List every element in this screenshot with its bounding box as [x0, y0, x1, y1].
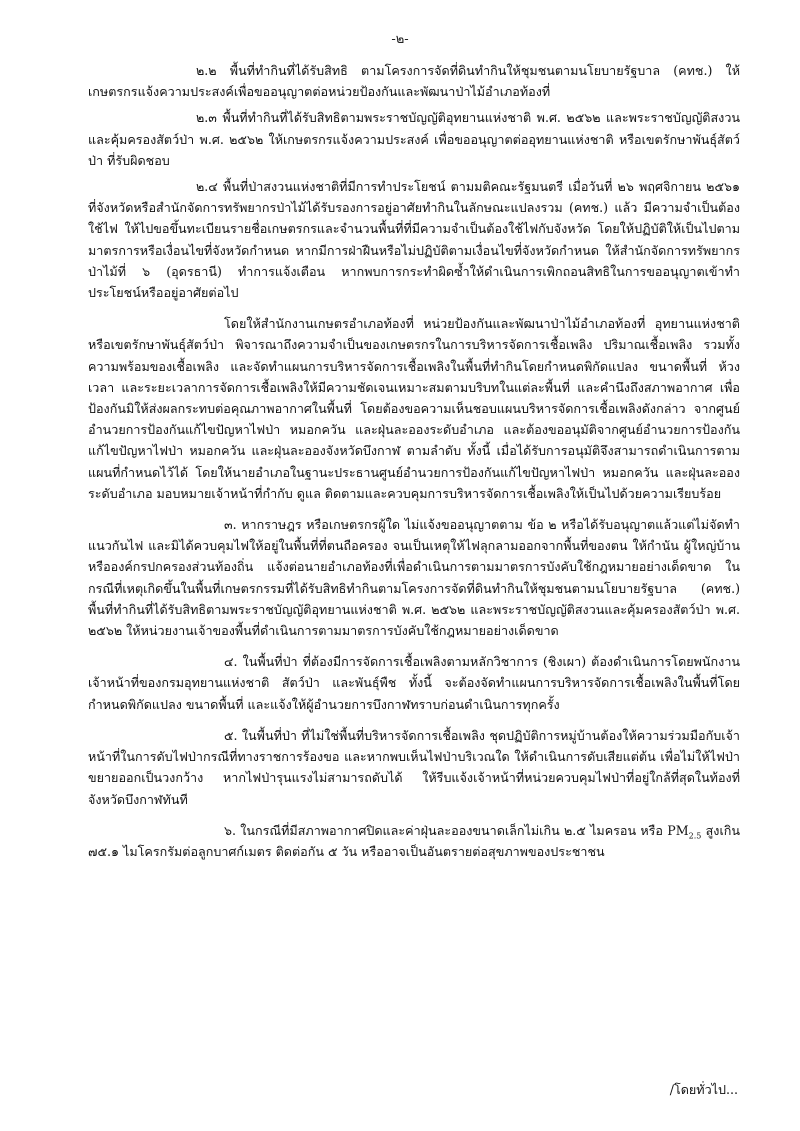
continuation-marker: /โดยทั่วไป... — [669, 1082, 738, 1097]
paragraph-2-4: ๒.๔ พื้นที่ป่าสงวนแห่งชาติที่มีการทำประโยชน์ ตามมติคณะรัฐมนตรี เมื่อวันที่ ๒๖ พฤศจิกายน ๒๕๖๑ ที่จังหวัดหรือสำนักจัดการทรัพยากรป่าไม้ได้รับรองการอยู่อาศัยทำกินในลักษณะแปลงรวม (คทช.) แล้ว มีความจำเป็นต้องใช้ไฟ ให้ไปขอขึ้นทะเบียนรายชื่อเกษตรกรและจำนวนพื้นที่ที่มีความจำเป็นต้องใช้ไฟกับจังหวัด โดยให้ปฏิบัติให้เป็นไปตามมาตรการหรือเงื่อนไขที่จังหวัดกำหนด หากมีการฝ่าฝืนหรือไม่ปฏิบัติตามเงื่อนไขที่จังหวัดกำหนด ให้สำนักจัดการทรัพยากรป่าไม้ที่ ๖ (อุดรธานี) ทำการแจ้งเตือน หากพบการกระทำผิดซ้ำให้ดำเนินการเพิกถอนสิทธิในการขออนุญาตเข้าทำประโยชน์หรืออยู่อาศัยต่อไป — [88, 179, 740, 301]
paragraph-agency-instruction: โดยให้สำนักงานเกษตรอำเภอท้องที่ หน่วยป้องกันและพัฒนาป่าไม้อำเภอท้องที่ อุทยานแห่งชาติ หรือเขตรักษาพันธุ์สัตว์ป่า พิจารณาถึงความจำเป็นของเกษตรกรในการบริหารจัดการเชื้อเพลิง ปริมาณเชื้อเพลิง รวมทั้งความพร้อมของเชื้อเพลิง และจัดทำแผนการบริหารจัดการเชื้อเพลิงในพื้นที่ทำกินโดยกำหนดพิกัดแปลง ขนาดพื้นที่ ห้วงเวลา และระยะเวลาการจัดการเชื้อเพลิงให้มีความชัดเจนเหมาะสมตามบริบทในแต่ละพื้นที่ และคำนึงถึงสภาพอากาศ เพื่อป้องกันมิให้ส่งผลกระทบต่อคุณภาพอากาศในพื้นที่ โดยต้องขอความเห็นชอบแผนบริหารจัดการเชื้อเพลิงดังกล่าว จากศูนย์อำนวยการป้องกันแก้ไขปัญหาไฟป่า หมอกควัน และฝุ่นละอองระดับอำเภอ และต้องขออนุมัติจากศูนย์อำนวยการป้องกันแก้ไขปัญหาไฟป่า หมอกควัน และฝุ่นละอองจังหวัดบึงกาฬ ตามลำดับ ทั้งนี้ เมื่อได้รับการอนุมัติจึงสามารถดำเนินการตามแผนที่กำหนดไว้ได้ โดยให้นายอำเภอในฐานะประธานศูนย์อำนวยการป้องกันแก้ไขปัญหาไฟป่า หมอกควัน และฝุ่นละอองระดับอำเภอ มอบหมายเจ้าหน้าที่กำกับ ดูแล ติดตามและควบคุมการบริหารจัดการเชื้อเพลิงให้เป็นไปด้วยความเรียบร้อย — [88, 316, 740, 501]
paragraph-2-3: ๒.๓ พื้นที่ทำกินที่ได้รับสิทธิตามพระราชบัญญัติอุทยานแห่งชาติ พ.ศ. ๒๕๖๒ และพระราชบัญญัติสงวนและคุ้มครองสัตว์ป่า พ.ศ. ๒๕๖๒ ให้เกษตรกรแจ้งความประสงค์ เพื่อขออนุญาตต่ออุทยานแห่งชาติ หรือเขตรักษาพันธุ์สัตว์ป่า ที่รับผิดชอบ — [88, 110, 740, 168]
pm-subscript: 2.5 — [688, 831, 702, 841]
paragraph-6-text-before: ๖. ในกรณีที่มีสภาพอากาศปิดและค่าฝุ่นละอองขนาดเล็กไม่เกิน ๒.๕ ไมครอน หรือ PM — [224, 822, 689, 838]
paragraph-6 — [88, 820, 740, 862]
paragraph-6-text-after: สูงเกิน ๗๕.๑ ไมโครกรัมต่อลูกบาศก์เมตร ติดต่อกัน ๕ วัน หรืออาจเป็นอันตรายต่อสุขภาพของประชาชน — [88, 822, 740, 859]
paragraph-3: ๓. หากราษฎร หรือเกษตรกรผู้ใด ไม่แจ้งขออนุญาตตาม ข้อ ๒ หรือได้รับอนุญาตแล้วแต่ไม่จัดทำแนวกันไฟ และมิได้ควบคุมไฟให้อยู่ในพื้นที่ที่ตนถือครอง จนเป็นเหตุให้ไฟลุกลามออกจากพื้นที่ของตน ให้กำนัน ผู้ใหญ่บ้าน หรือองค์กรปกครองส่วนท้องถิ่น แจ้งต่อนายอำเภอท้องที่เพื่อดำเนินการตามมาตรการบังคับใช้กฎหมายอย่างเด็ดขาด ในกรณีที่เหตุเกิดขึ้นในพื้นที่เกษตรกรรมที่ได้รับสิทธิทำกินตามโครงการจัดที่ดินทำกินให้ชุมชนตามนโยบายรัฐบาล (คทช.) พื้นที่ทำกินที่ได้รับสิทธิตามพระราชบัญญัติอุทยานแห่งชาติ พ.ศ. ๒๕๖๒ และพระราชบัญญัติสงวนและคุ้มครองสัตว์ป่า พ.ศ. ๒๕๖๒ ให้หน่วยงานเจ้าของพื้นที่ดำเนินการตามมาตรการบังคับใช้กฎหมายอย่างเด็ดขาด — [88, 517, 740, 639]
paragraph-5: ๕. ในพื้นที่ป่า ที่ไม่ใช่พื้นที่บริหารจัดการเชื้อเพลิง ชุดปฏิบัติการหมู่บ้านต้องให้ความร่วมมือกับเจ้าหน้าที่ในการดับไฟป่ากรณีที่ทางราชการร้องขอ และหากพบเห็นไฟป่าบริเวณใด ให้ดำเนินการดับเสียแต่ต้น เพื่อไม่ให้ไฟป่าขยายออกเป็นวงกว้าง หากไฟป่ารุนแรงไม่สามารถดับได้ ให้รีบแจ้งเจ้าหน้าที่หน่วยควบคุมไฟป่าที่อยู่ใกล้ที่สุดในท้องที่จังหวัดบึงกาฬทันที — [88, 727, 740, 807]
document-body — [88, 60, 740, 867]
page-number: -๒- — [391, 32, 409, 47]
paragraph-2-2: ๒.๒ พื้นที่ทำกินที่ได้รับสิทธิ ตามโครงการจัดที่ดินทำกินให้ชุมชนตามนโยบายรัฐบาล (คทช.) ให้เกษตรกรแจ้งความประสงค์เพื่อขออนุญาตต่อหน่วยป้องกันและพัฒนาป่าไม้อำเภอท้องที่ — [88, 63, 740, 100]
paragraph-4: ๔. ในพื้นที่ป่า ที่ต้องมีการจัดการเชื้อเพลิงตามหลักวิชาการ (ชิงเผา) ต้องดำเนินการโดยพนักงาน เจ้าหน้าที่ของกรมอุทยานแห่งชาติ สัตว์ป่า และพันธุ์พืช ทั้งนี้ จะต้องจัดทำแผนการบริหารจัดการเชื้อเพลิงในพื้นที่โดยกำหนดพิกัดแปลง ขนาดพื้นที่ และแจ้งให้ผู้อำนวยการบึงกาฬทราบก่อนดำเนินการทุกครั้ง — [88, 654, 740, 712]
